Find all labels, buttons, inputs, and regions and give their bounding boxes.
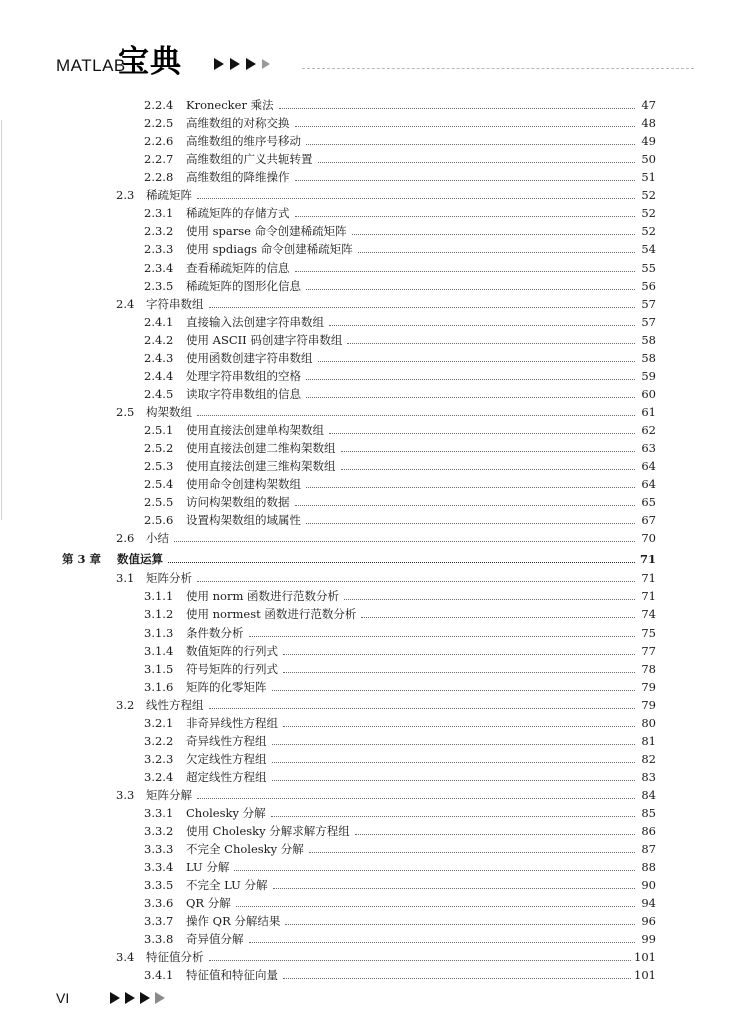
header-rule [302, 68, 694, 69]
toc-subsection-entry [144, 277, 656, 295]
dot-leader [295, 271, 636, 272]
toc-subsection-entry [144, 385, 656, 403]
toc-entry-number: 2.4.5 [144, 386, 174, 401]
toc-subsection-entry [144, 624, 656, 642]
toc-entry-title: 使用命令创建构架数组 [186, 477, 301, 492]
toc-subsection-entry [144, 912, 656, 930]
toc-entry-page: 84 [641, 787, 656, 802]
toc-entry-number: 3.3.1 [144, 805, 174, 820]
dot-leader [355, 834, 635, 835]
toc-entry-number: 3.3.4 [144, 860, 174, 875]
dot-leader [174, 541, 635, 542]
header-arrows [214, 58, 270, 70]
toc-entry-title: 非奇异线性方程组 [186, 715, 278, 730]
toc-chapter-entry [62, 550, 656, 568]
dot-leader [295, 126, 636, 127]
dot-leader [283, 978, 631, 979]
toc-entry-page: 70 [641, 531, 656, 546]
toc-entry-page: 60 [641, 386, 656, 401]
toc-entry-title: Cholesky 分解 [186, 805, 266, 820]
dot-leader [236, 906, 635, 907]
toc-entry-number: 2.4.2 [144, 332, 174, 347]
dot-leader [249, 942, 636, 943]
toc-entry-page: 101 [634, 950, 656, 965]
toc-entry-page: 75 [641, 625, 656, 640]
toc-entry-page: 61 [641, 404, 656, 419]
toc-entry-title: 使用函数创建字符串数组 [186, 350, 313, 365]
toc-entry-page: 88 [641, 860, 656, 875]
toc-entry-title: 访问构架数组的数据 [186, 495, 290, 510]
toc-entry-title: 使用 Cholesky 分解求解方程组 [186, 824, 350, 838]
toc-entry-number: 3.1.1 [144, 589, 174, 604]
toc-entry-number: 2.4 [116, 296, 135, 311]
toc-subsection-entry [144, 204, 656, 222]
dot-leader [283, 726, 635, 727]
toc-entry-title: 使用直接法创建单构架数组 [186, 422, 324, 437]
dot-leader [234, 870, 635, 871]
toc-subsection-entry [144, 168, 656, 186]
arrow-right-icon [230, 58, 240, 70]
toc-entry-title: QR 分解 [186, 896, 231, 911]
toc-entry-title: 稀疏矩阵 [146, 188, 192, 203]
dot-leader [358, 252, 635, 253]
toc-entry-page: 58 [641, 350, 656, 365]
toc-entry-title: Kronecker 乘法 [186, 98, 274, 112]
toc-entry-number: 2.4.4 [144, 368, 174, 383]
toc-section-entry [116, 186, 656, 204]
toc-entry-number: 2.5.1 [144, 422, 174, 437]
toc-subsection-entry [144, 858, 656, 876]
dot-leader [272, 762, 636, 763]
toc-entry-page: 82 [641, 751, 656, 766]
toc-entry-page: 79 [641, 697, 656, 712]
toc-entry-number: 3.3.6 [144, 896, 174, 911]
dot-leader [309, 852, 635, 853]
toc-entry-number: 2.2.7 [144, 152, 174, 167]
dot-leader [361, 617, 635, 618]
toc-entry-number: 2.3 [116, 188, 135, 203]
toc-entry-number: 2.2.4 [144, 98, 174, 112]
toc-entry-page: 57 [641, 314, 656, 329]
toc-section-entry [116, 295, 656, 313]
dot-leader [249, 636, 636, 637]
toc-subsection-entry [144, 966, 656, 984]
toc-entry-number: 3.1 [116, 571, 135, 586]
toc-entry-number: 3.2 [116, 697, 135, 712]
toc-entry-title: 不完全 Cholesky 分解 [186, 842, 304, 856]
toc-subsection-entry [144, 114, 656, 132]
toc-entry-title: 设置构架数组的域属性 [186, 513, 301, 528]
toc-entry-title: 使用 normest 函数进行范数分析 [186, 607, 357, 622]
toc-subsection-entry [144, 349, 656, 367]
toc-subsection-entry [144, 714, 656, 732]
toc-section-entry [116, 696, 656, 714]
toc-entry-title: 使用 sparse 命令创建稀疏矩阵 [186, 224, 347, 239]
toc-subsection-entry [144, 605, 656, 623]
dot-leader [306, 289, 635, 290]
toc-entry-page: 71 [641, 571, 656, 586]
toc-entry-page: 78 [641, 661, 656, 676]
dot-leader [306, 379, 635, 380]
arrow-right-icon [246, 58, 256, 70]
toc-entry-page: 52 [641, 188, 656, 203]
toc-entry-page: 49 [641, 134, 656, 149]
toc-entry-title: LU 分解 [186, 860, 230, 875]
toc-entry-title: 查看稀疏矩阵的信息 [186, 260, 290, 275]
toc-entry-number: 2.5.5 [144, 495, 174, 510]
arrow-right-icon [110, 992, 120, 1004]
toc-subsection-entry [144, 587, 656, 605]
toc-entry-number: 第 3 章 [62, 552, 102, 567]
toc-entry-page: 56 [641, 278, 656, 293]
toc-entry-number: 2.3.3 [144, 242, 174, 257]
toc-entry-title: 构架数组 [146, 404, 192, 419]
toc-entry-number: 3.1.4 [144, 643, 174, 658]
toc-entry-page: 48 [641, 116, 656, 131]
toc-entry-number: 3.4 [116, 950, 135, 965]
toc-entry-number: 3.3.7 [144, 914, 174, 929]
dot-leader [306, 487, 635, 488]
toc-entry-number: 3.1.6 [144, 679, 174, 694]
toc-entry-number: 3.3.8 [144, 932, 174, 947]
toc-subsection-entry [144, 313, 656, 331]
toc-entry-title: 奇异值分解 [186, 932, 244, 947]
arrow-right-icon [125, 992, 135, 1004]
toc-section-entry [116, 786, 656, 804]
toc-subsection-entry [144, 96, 656, 114]
toc-entry-title: 小结 [146, 531, 169, 546]
arrow-right-icon [214, 58, 224, 70]
toc-entry-page: 96 [641, 914, 656, 929]
toc-entry-title: 高维数组的降维操作 [186, 170, 290, 185]
dot-leader [341, 469, 636, 470]
toc-section-entry [116, 948, 656, 966]
toc-entry-title: 线性方程组 [146, 697, 204, 712]
toc-entry-title: 操作 QR 分解结果 [186, 914, 281, 929]
toc-entry-page: 52 [641, 224, 656, 239]
brand-cjk-title: 宝典 [118, 44, 182, 80]
toc-entry-number: 3.3 [116, 787, 135, 802]
dot-leader [318, 162, 636, 163]
toc-entry-number: 3.2.4 [144, 769, 174, 784]
toc-entry-page: 67 [641, 513, 656, 528]
toc-entry-page: 77 [641, 643, 656, 658]
toc-entry-title: 稀疏矩阵的图形化信息 [186, 278, 301, 293]
toc-entry-number: 2.5.6 [144, 513, 174, 528]
toc-entry-number: 2.4.1 [144, 314, 174, 329]
toc-entry-page: 63 [641, 441, 656, 455]
dot-leader [306, 397, 635, 398]
toc-subsection-entry [144, 240, 656, 258]
toc-entry-title: 高维数组的维序号移动 [186, 134, 301, 149]
toc-entry-number: 3.1.3 [144, 625, 174, 640]
toc-entry-page: 50 [641, 152, 656, 167]
toc-entry-title: 使用直接法创建二维构架数组 [186, 441, 336, 455]
toc-entry-number: 2.5.3 [144, 459, 174, 473]
toc-entry-page: 74 [641, 607, 656, 622]
toc-entry-page: 83 [641, 769, 656, 784]
toc-entry-page: 54 [641, 242, 656, 257]
toc-subsection-entry [144, 457, 656, 475]
toc-subsection-entry [144, 421, 656, 439]
dot-leader [209, 960, 632, 961]
toc-entry-title: 奇异线性方程组 [186, 733, 267, 748]
toc-entry-title: 使用直接法创建三维构架数组 [186, 459, 336, 473]
toc-entry-page: 57 [641, 296, 656, 311]
dot-leader [306, 523, 635, 524]
toc-entry-number: 2.3.1 [144, 206, 174, 221]
binding-margin-line [1, 120, 2, 520]
toc-entry-page: 71 [639, 552, 656, 567]
toc-entry-page: 55 [641, 260, 656, 275]
toc-subsection-entry [144, 475, 656, 493]
toc-entry-title: 数值运算 [117, 552, 163, 567]
toc-entry-number: 2.3.5 [144, 278, 174, 293]
dot-leader [209, 708, 636, 709]
dot-leader [295, 180, 636, 181]
toc-entry-page: 71 [641, 589, 656, 604]
toc-subsection-entry [144, 678, 656, 696]
toc-entry-title: 矩阵分析 [146, 571, 192, 586]
toc-entry-page: 85 [641, 805, 656, 820]
toc-entry-number: 3.4.1 [144, 968, 174, 983]
toc-entry-title: 超定线性方程组 [186, 769, 267, 784]
dot-leader [295, 216, 636, 217]
toc-subsection-entry [144, 930, 656, 948]
toc-entry-page: 79 [641, 679, 656, 694]
dot-leader [272, 690, 636, 691]
toc-entry-page: 81 [641, 733, 656, 748]
toc-entry-page: 86 [641, 824, 656, 838]
dot-leader [209, 307, 636, 308]
dot-leader [272, 780, 636, 781]
toc-entry-number: 2.5.2 [144, 441, 174, 455]
footer-page-number: VI [56, 990, 70, 1006]
toc-entry-page: 59 [641, 368, 656, 383]
toc-entry-page: 62 [641, 422, 656, 437]
toc-entry-number: 2.5 [116, 404, 135, 419]
toc-subsection-entry [144, 511, 656, 529]
toc-entry-number: 2.2.8 [144, 170, 174, 185]
toc-subsection-entry [144, 493, 656, 511]
dot-leader [344, 599, 635, 600]
toc-entry-number: 3.2.1 [144, 715, 174, 730]
dot-leader [283, 672, 635, 673]
toc-entry-page: 47 [641, 98, 656, 112]
toc-entry-title: 不完全 LU 分解 [186, 878, 268, 893]
toc-entry-title: 高维数组的广义共轭转置 [186, 152, 313, 167]
dot-leader [197, 798, 635, 799]
dot-leader [318, 361, 636, 362]
toc-subsection-entry [144, 331, 656, 349]
toc-entry-title: 特征值和特征向量 [186, 968, 278, 983]
arrow-right-faint-icon [262, 59, 270, 69]
dot-leader [273, 888, 635, 889]
toc-entry-title: 数值矩阵的行列式 [186, 643, 278, 658]
dot-leader [341, 451, 636, 452]
page-header [0, 0, 740, 90]
toc-entry-title: 高维数组的对称交换 [186, 116, 290, 131]
toc-entry-title: 符号矩阵的行列式 [186, 661, 278, 676]
toc-entry-title: 直接输入法创建字符串数组 [186, 314, 324, 329]
toc-entry-page: 99 [641, 932, 656, 947]
toc-entry-title: 稀疏矩阵的存储方式 [186, 206, 290, 221]
toc-entry-number: 3.2.3 [144, 751, 174, 766]
dot-leader [283, 654, 635, 655]
toc-subsection-entry [144, 660, 656, 678]
toc-entry-number: 3.3.2 [144, 824, 174, 838]
toc-subsection-entry [144, 132, 656, 150]
toc-subsection-entry [144, 367, 656, 385]
dot-leader [352, 234, 635, 235]
toc-entry-number: 3.3.5 [144, 878, 174, 893]
toc-entry-number: 3.1.5 [144, 661, 174, 676]
toc-subsection-entry [144, 259, 656, 277]
toc-subsection-entry [144, 222, 656, 240]
toc-entry-number: 2.6 [116, 531, 135, 546]
arrow-right-faint-icon [155, 992, 165, 1004]
toc-entry-page: 87 [641, 842, 656, 856]
toc-entry-page: 80 [641, 715, 656, 730]
footer-arrows [110, 992, 165, 1004]
toc-entry-title: 欠定线性方程组 [186, 751, 267, 766]
dot-leader [279, 108, 635, 109]
toc-entry-title: 字符串数组 [146, 296, 204, 311]
toc-section-entry [116, 529, 656, 547]
toc-subsection-entry [144, 768, 656, 786]
toc-entry-number: 2.5.4 [144, 477, 174, 492]
brand-latin-text: MATLAB [56, 56, 126, 75]
toc-entry-page: 58 [641, 332, 656, 347]
toc-entry-number: 2.3.2 [144, 224, 174, 239]
dot-leader [271, 816, 635, 817]
toc-entry-title: 使用 ASCII 码创建字符串数组 [186, 332, 343, 347]
toc-entry-number: 2.4.3 [144, 350, 174, 365]
toc-entry-page: 101 [634, 968, 656, 983]
dot-leader [272, 744, 636, 745]
toc-entry-number: 2.2.5 [144, 116, 174, 131]
toc-subsection-entry [144, 804, 656, 822]
dot-leader [306, 144, 635, 145]
dot-leader [295, 505, 636, 506]
toc-subsection-entry [144, 642, 656, 660]
dot-leader [168, 562, 635, 563]
toc-entry-number: 2.3.4 [144, 260, 174, 275]
toc-entry-number: 3.1.2 [144, 607, 174, 622]
toc-subsection-entry [144, 822, 656, 840]
toc-entry-title: 特征值分析 [146, 950, 204, 965]
toc-entry-page: 51 [641, 170, 656, 185]
dot-leader [285, 924, 635, 925]
toc-entry-page: 52 [641, 206, 656, 221]
toc-entry-page: 64 [641, 459, 656, 473]
toc-subsection-entry [144, 840, 656, 858]
toc-entry-title: 矩阵的化零矩阵 [186, 679, 267, 694]
dot-leader [329, 433, 635, 434]
toc-section-entry [116, 569, 656, 587]
toc-subsection-entry [144, 439, 656, 457]
toc-subsection-entry [144, 894, 656, 912]
toc-entry-title: 使用 spdiags 命令创建稀疏矩阵 [186, 242, 353, 257]
toc-entry-title: 矩阵分解 [146, 787, 192, 802]
toc-section-entry [116, 403, 656, 421]
toc-entry-number: 3.2.2 [144, 733, 174, 748]
toc-entry-title: 处理字符串数组的空格 [186, 368, 301, 383]
toc-subsection-entry [144, 150, 656, 168]
toc-entry-title: 使用 norm 函数进行范数分析 [186, 589, 340, 604]
dot-leader [197, 415, 635, 416]
toc-entry-title: 读取字符串数组的信息 [186, 386, 301, 401]
dot-leader [197, 198, 635, 199]
arrow-right-icon [140, 992, 150, 1004]
dot-leader [347, 343, 635, 344]
toc-entry-number: 2.2.6 [144, 134, 174, 149]
toc-entry-page: 65 [641, 495, 656, 510]
dot-leader [329, 325, 635, 326]
toc-entry-page: 64 [641, 477, 656, 492]
toc-entry-number: 3.3.3 [144, 842, 174, 856]
toc-subsection-entry [144, 876, 656, 894]
toc-entry-page: 94 [641, 896, 656, 911]
toc-subsection-entry [144, 750, 656, 768]
toc-subsection-entry [144, 732, 656, 750]
dot-leader [197, 581, 635, 582]
toc-entry-page: 90 [641, 878, 656, 893]
toc-entry-title: 条件数分析 [186, 625, 244, 640]
